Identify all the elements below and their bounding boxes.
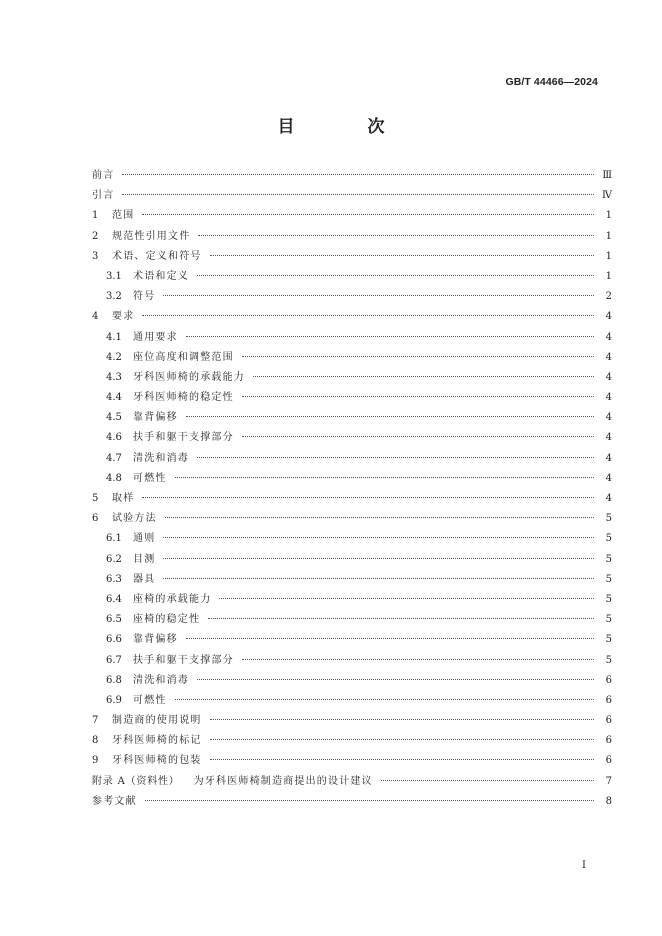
toc-entry-page: Ⅲ — [602, 170, 612, 181]
toc-entry-number: 6.4 — [106, 593, 122, 605]
toc-entry-label: 牙科医师椅的承载能力 — [133, 371, 245, 383]
dot-leader — [208, 618, 594, 619]
toc-entry-page: 5 — [605, 593, 612, 605]
toc-entry[interactable] — [92, 408, 612, 428]
dot-leader — [163, 295, 594, 296]
toc-entry-number: 4.3 — [106, 371, 122, 383]
dot-leader — [142, 214, 594, 215]
toc-entry[interactable] — [92, 671, 612, 691]
dot-leader — [122, 174, 594, 175]
dot-leader — [198, 235, 594, 236]
toc-entry-label: 要求 — [112, 311, 135, 323]
toc-entry[interactable] — [92, 328, 612, 348]
toc-entry-number: 1 — [92, 210, 99, 222]
toc-entry[interactable] — [92, 267, 612, 287]
toc-entry[interactable] — [92, 368, 612, 388]
toc-entry-number: 4.7 — [106, 452, 122, 464]
toc-entry-label: 座椅的承载能力 — [133, 593, 212, 605]
toc-entry-page: 4 — [605, 432, 612, 444]
toc-entry-label: 范围 — [112, 210, 135, 222]
toc-entry-label: 引言 — [92, 190, 115, 202]
dot-leader — [175, 699, 594, 700]
table-of-contents — [92, 166, 612, 812]
toc-entry-page: 5 — [605, 573, 612, 585]
dot-leader — [197, 457, 594, 458]
toc-entry-page: 5 — [605, 513, 612, 525]
dot-leader — [381, 780, 594, 781]
toc-entry-number: 6.7 — [106, 654, 122, 666]
dot-leader — [242, 356, 594, 357]
toc-entry[interactable] — [92, 529, 612, 549]
toc-entry-page: 4 — [605, 493, 612, 504]
toc-entry[interactable] — [92, 751, 612, 771]
toc-entry-page: 1 — [605, 250, 612, 262]
toc-entry-appendix-title: 为牙科医师椅制造商提出的设计建议 — [193, 775, 373, 787]
toc-entry-number: 6.5 — [106, 614, 122, 626]
toc-entry-label: 器具 — [133, 573, 156, 585]
dot-leader — [210, 719, 594, 720]
toc-entry-number: 6.8 — [106, 674, 122, 686]
toc-entry-number: 7 — [92, 715, 99, 727]
dot-leader — [242, 396, 594, 397]
toc-entry-number: 8 — [92, 735, 99, 747]
toc-entry-label: 可燃性 — [133, 472, 167, 484]
toc-entry-label: 座位高度和调整范围 — [133, 351, 234, 363]
dot-leader — [165, 517, 594, 518]
toc-entry-page: 4 — [605, 452, 612, 464]
toc-entry-number: 4.6 — [106, 432, 122, 444]
dot-leader — [186, 638, 594, 639]
toc-entry-page: 1 — [605, 230, 612, 242]
dot-leader — [242, 436, 594, 437]
toc-entry-label: 牙科医师椅的标记 — [112, 735, 202, 747]
dot-leader — [175, 477, 594, 478]
toc-entry-label: 牙科医师椅的包装 — [112, 755, 202, 767]
toc-entry-page: 6 — [605, 735, 612, 747]
toc-entry-page: 5 — [605, 654, 612, 666]
dot-leader — [253, 376, 594, 377]
toc-entry-number: 4.5 — [106, 412, 122, 424]
toc-entry-label: 前言 — [92, 170, 115, 181]
toc-entry-page: 6 — [605, 715, 612, 727]
dot-leader — [210, 255, 594, 256]
toc-entry-label: 规范性引用文件 — [112, 230, 191, 242]
toc-entry-label: 参考文献 — [92, 795, 137, 807]
toc-entry-page: 4 — [605, 351, 612, 363]
toc-entry-number: 6.1 — [106, 533, 122, 545]
toc-entry-label: 术语和定义 — [133, 270, 189, 282]
toc-entry[interactable] — [92, 772, 612, 792]
toc-entry-page: 8 — [605, 795, 612, 807]
dot-leader — [197, 275, 594, 276]
toc-entry-page: 6 — [605, 674, 612, 686]
toc-entry-page: 4 — [605, 371, 612, 383]
toc-entry-number: 2 — [92, 230, 99, 242]
toc-entry-number: 4.1 — [106, 331, 122, 343]
dot-leader — [122, 194, 594, 195]
toc-entry[interactable] — [92, 307, 612, 327]
toc-entry-page: 4 — [605, 392, 612, 404]
toc-entry[interactable] — [92, 570, 612, 590]
toc-entry[interactable] — [92, 166, 612, 186]
dot-leader — [163, 537, 594, 538]
toc-entry-number: 3.1 — [106, 270, 122, 282]
standard-code: GB/T 44466—2024 — [505, 76, 598, 88]
toc-entry-number: 9 — [92, 755, 99, 767]
toc-entry-page: 6 — [605, 755, 612, 767]
dot-leader — [210, 759, 594, 760]
toc-entry[interactable] — [92, 792, 612, 812]
toc-entry[interactable] — [92, 550, 612, 570]
toc-entry-number: 4.4 — [106, 392, 122, 404]
toc-entry[interactable] — [92, 348, 612, 368]
toc-entry-page: 7 — [605, 775, 612, 787]
toc-entry[interactable] — [92, 287, 612, 307]
dot-leader — [145, 800, 594, 801]
toc-entry-number: 6.6 — [106, 634, 122, 646]
toc-entry-number: 6.9 — [106, 694, 122, 706]
toc-entry-label: 靠背偏移 — [133, 412, 178, 424]
toc-entry[interactable] — [92, 610, 612, 630]
toc-entry-label: 附录 A（资料性） — [92, 775, 180, 787]
toc-entry[interactable] — [92, 469, 612, 489]
dot-leader — [163, 578, 594, 579]
toc-entry-label: 取样 — [112, 493, 135, 504]
dot-leader — [197, 679, 594, 680]
toc-entry-number: 4.8 — [106, 472, 122, 484]
toc-entry-number: 6 — [92, 513, 99, 525]
toc-entry-page: 4 — [605, 331, 612, 343]
dot-leader — [210, 739, 594, 740]
toc-entry-number: 4 — [92, 311, 99, 323]
toc-entry[interactable] — [92, 651, 612, 671]
toc-entry-page: 2 — [605, 291, 612, 303]
toc-entry[interactable] — [92, 509, 612, 529]
toc-entry-label: 牙科医师椅的稳定性 — [133, 392, 234, 404]
dot-leader — [186, 336, 594, 337]
toc-entry[interactable] — [92, 489, 612, 509]
toc-entry-number: 3.2 — [106, 291, 122, 303]
toc-entry-page: 1 — [605, 210, 612, 222]
dot-leader — [142, 497, 594, 498]
toc-entry-page: 1 — [605, 270, 612, 282]
toc-entry[interactable] — [92, 227, 612, 247]
toc-entry[interactable] — [92, 186, 612, 206]
toc-entry-label: 试验方法 — [112, 513, 157, 525]
toc-entry-label: 座椅的稳定性 — [133, 614, 201, 626]
toc-entry-page: 4 — [605, 412, 612, 424]
toc-entry[interactable] — [92, 691, 612, 711]
toc-entry-number: 3 — [92, 250, 99, 262]
dot-leader — [186, 416, 594, 417]
toc-entry-number: 5 — [92, 493, 99, 504]
toc-entry[interactable] — [92, 711, 612, 731]
page-number: Ⅰ — [582, 860, 586, 871]
toc-entry-label: 扶手和躯干支撑部分 — [133, 432, 234, 444]
toc-entry-page: Ⅳ — [602, 190, 612, 202]
toc-entry-label: 扶手和躯干支撑部分 — [133, 654, 234, 666]
toc-entry-label: 目测 — [133, 553, 156, 565]
dot-leader — [219, 598, 594, 599]
toc-entry-number: 6.3 — [106, 573, 122, 585]
dot-leader — [142, 315, 594, 316]
toc-entry-page: 6 — [605, 694, 612, 706]
toc-entry-label: 清洗和消毒 — [133, 674, 189, 686]
toc-entry-label: 通用要求 — [133, 331, 178, 343]
toc-entry[interactable] — [92, 206, 612, 226]
toc-entry[interactable] — [92, 428, 612, 448]
toc-entry-label: 制造商的使用说明 — [112, 715, 202, 727]
toc-entry[interactable] — [92, 449, 612, 469]
toc-entry-number: 6.2 — [106, 553, 122, 565]
page-title: 目 次 — [277, 117, 413, 137]
toc-entry[interactable] — [92, 630, 612, 650]
toc-entry-label: 术语、定义和符号 — [112, 250, 202, 262]
toc-entry-page: 5 — [605, 533, 612, 545]
toc-entry-number: 4.2 — [106, 351, 122, 363]
toc-entry-label: 清洗和消毒 — [133, 452, 189, 464]
toc-entry[interactable] — [92, 388, 612, 408]
dot-leader — [242, 659, 594, 660]
toc-entry-label: 通则 — [133, 533, 156, 545]
toc-entry-page: 5 — [605, 553, 612, 565]
toc-entry[interactable] — [92, 590, 612, 610]
toc-entry-page: 4 — [605, 311, 612, 323]
toc-entry[interactable] — [92, 247, 612, 267]
toc-entry-label: 可燃性 — [133, 694, 167, 706]
toc-entry-page: 5 — [605, 614, 612, 626]
toc-entry[interactable] — [92, 731, 612, 751]
toc-entry-label: 符号 — [133, 291, 156, 303]
toc-entry-page: 5 — [605, 634, 612, 646]
toc-entry-label: 靠背偏移 — [133, 634, 178, 646]
dot-leader — [163, 558, 594, 559]
toc-entry-page: 4 — [605, 472, 612, 484]
